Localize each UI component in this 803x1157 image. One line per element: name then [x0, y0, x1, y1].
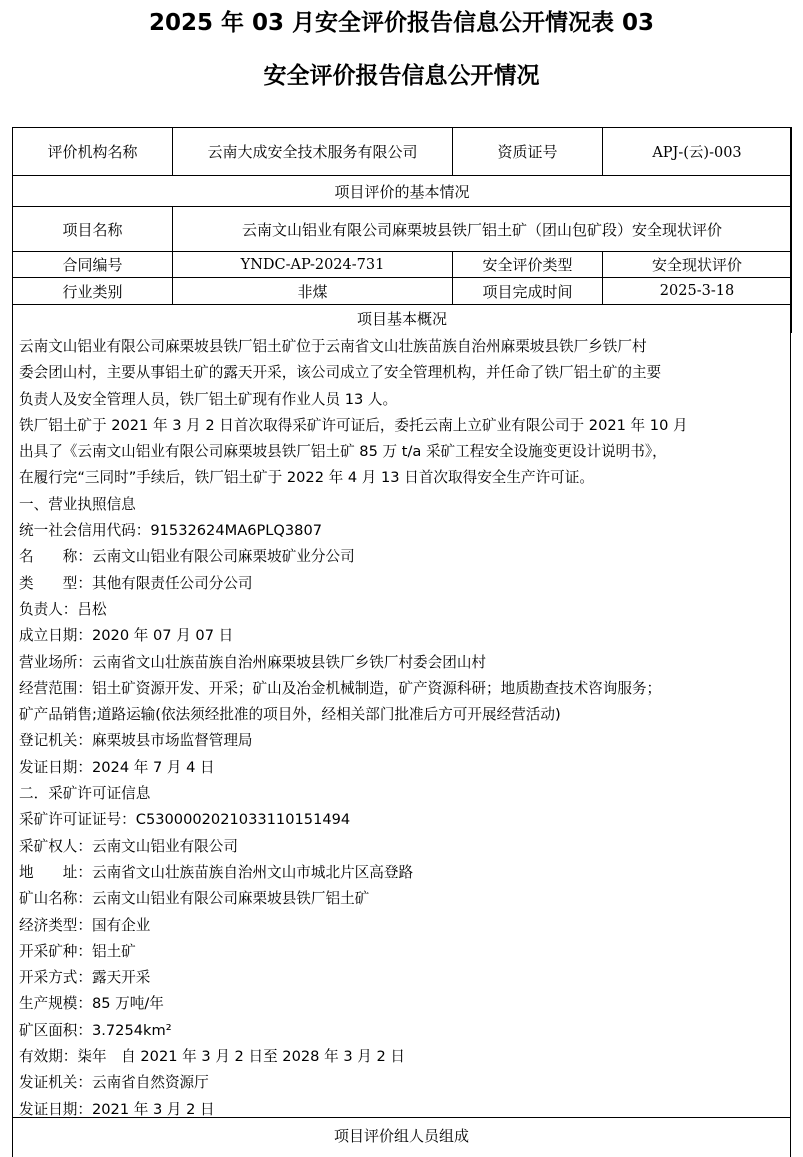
industry-value: 非煤: [173, 278, 453, 305]
overview-line: 经济类型：国有企业: [19, 916, 151, 934]
overview-line: 发证机关：云南省自然资源厅: [19, 1074, 209, 1092]
overview-line: 经营范围：铝土矿资源开发、开采；矿山及冶金机械制造，矿产资源科研；地质勘查技术咨询服务；: [19, 679, 662, 697]
contract-row: [13, 252, 792, 278]
overview-line: 委会团山村，主要从事铝土矿的露天开采，该公司成立了安全管理机构，并任命了铁厂铝土矿的主要: [19, 364, 662, 382]
overview-line: 铁厂铝土矿于 2021 年 3 月 2 日首次取得采矿许可证后，委托云南上立矿业有限公司于 2021 年 10 月: [19, 416, 688, 434]
project-name-value: 云南文山铝业有限公司麻栗坡县铁厂铝土矿（团山包矿段）安全现状评价: [173, 207, 792, 252]
info-table: [12, 127, 792, 333]
overview-line: 发证日期：2021 年 3 月 2 日: [19, 1100, 215, 1118]
overview-section-title: 项目基本概况: [13, 305, 792, 333]
cert-value: APJ-(云)-003: [603, 128, 792, 176]
evaluation-type-value: 安全现状评价: [603, 252, 792, 278]
finish-time-label: 项目完成时间: [453, 278, 603, 305]
overview-line: 矿产品销售;道路运输(依法须经批准的项目外，经相关部门批准后方可开展经营活动): [19, 706, 561, 724]
overview-line: 采矿权人：云南文山铝业有限公司: [19, 837, 238, 855]
overview-line: 开采方式：露天开采: [19, 969, 151, 987]
contract-label: 合同编号: [13, 252, 173, 278]
overview-line: 发证日期：2024 年 7 月 4 日: [19, 758, 215, 776]
overview-line: 成立日期：2020 年 07 月 07 日: [19, 627, 234, 645]
overview-line: 名 称：云南文山铝业有限公司麻栗坡矿业分公司: [19, 548, 355, 566]
overview-line: 二．采矿许可证信息: [19, 785, 151, 803]
overview-line: 一、营业执照信息: [19, 495, 136, 513]
document-subtitle: 安全评价报告信息公开情况: [263, 63, 540, 89]
project-name-label: 项目名称: [13, 207, 173, 252]
project-overview-text: [19, 334, 789, 1123]
cert-label: 资质证号: [453, 128, 603, 176]
overview-line: 采矿许可证证号：C5300002021033110151494: [19, 811, 351, 829]
finish-time-value: 2025-3-18: [603, 278, 792, 305]
overview-line: 登记机关：麻栗坡县市场监督管理局: [19, 732, 253, 750]
overview-line: 统一社会信用代码：91532624MA6PLQ3807: [19, 522, 323, 540]
org-name-label: 评价机构名称: [13, 128, 173, 176]
project-name-row: [13, 207, 792, 252]
contract-value: YNDC-AP-2024-731: [173, 252, 453, 278]
evaluation-type-label: 安全评价类型: [453, 252, 603, 278]
overview-line: 矿区面积：3.7254km²: [19, 1021, 172, 1039]
org-name-value: 云南大成安全技术服务有限公司: [173, 128, 453, 176]
basic-section-title: 项目评价的基本情况: [13, 176, 792, 207]
team-section-title: 项目评价组人员组成: [12, 1117, 791, 1157]
overview-line: 有效期：柒年 自 2021 年 3 月 2 日至 2028 年 3 月 2 日: [19, 1048, 405, 1066]
basic-section-row: [13, 176, 792, 207]
overview-line: 矿山名称：云南文山铝业有限公司麻栗坡县铁厂铝土矿: [19, 890, 370, 908]
document-title: 2025 年 03 月安全评价报告信息公开情况表 03: [148, 10, 655, 36]
overview-line: 营业场所：云南省文山壮族苗族自治州麻栗坡县铁厂乡铁厂村委会团山村: [19, 653, 487, 671]
industry-label: 行业类别: [13, 278, 173, 305]
overview-line: 类 型：其他有限责任公司分公司: [19, 574, 253, 592]
overview-line: 开采矿种：铝土矿: [19, 942, 136, 960]
overview-line: 云南文山铝业有限公司麻栗坡县铁厂铝土矿位于云南省文山壮族苗族自治州麻栗坡县铁厂乡铁厂村: [19, 338, 647, 355]
overview-line: 出具了《云南文山铝业有限公司麻栗坡县铁厂铝土矿 85 万 t/a 采矿工程安全设施变更设计说明书》，: [19, 443, 667, 461]
org-row: [13, 128, 792, 176]
overview-line: 负责人及安全管理人员，铁厂铝土矿现有作业人员 13 人。: [19, 390, 398, 408]
overview-line: 生产规模：85 万吨/年: [19, 995, 164, 1013]
overview-line: 在履行完“三同时”手续后，铁厂铝土矿于 2022 年 4 月 13 日首次取得安全生产许可证。: [19, 469, 594, 487]
overview-line: 地 址：云南省文山壮族苗族自治州文山市城北片区高登路: [19, 863, 414, 881]
industry-row: [13, 278, 792, 305]
overview-section-row: [13, 305, 792, 333]
overview-line: 负责人：吕松: [19, 600, 107, 618]
